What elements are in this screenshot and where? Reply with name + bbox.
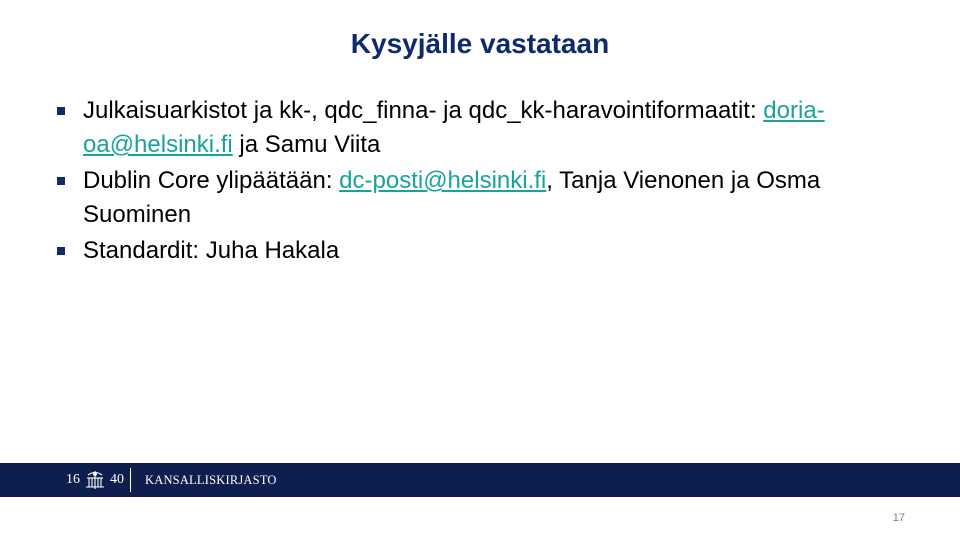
logo-name: KANSALLISKIRJASTO bbox=[145, 472, 277, 487]
bullet-text: Standardit: Juha Hakala bbox=[83, 237, 340, 264]
bullet-text: Julkaisuarkistot ja kk-, qdc_finna- ja qdc_kk-haravointiformaatit: bbox=[83, 97, 764, 124]
bullet-item bbox=[56, 164, 916, 232]
logo-year-right: 40 bbox=[110, 472, 124, 487]
bullet-item bbox=[56, 94, 916, 162]
dc-posti-email-link[interactable]: dc-posti@helsinki.fi bbox=[339, 167, 547, 194]
square-bullet-icon bbox=[57, 107, 65, 115]
logo-divider bbox=[130, 468, 131, 492]
kansalliskirjasto-logo bbox=[66, 468, 277, 492]
footer-bar bbox=[0, 463, 960, 497]
crest-icon bbox=[82, 469, 108, 491]
bullet-text: , Tanja Vienonen ja Osma Suominen bbox=[83, 167, 821, 228]
doria-email-link[interactable]: doria-oa@helsinki.fi bbox=[83, 97, 825, 158]
page-number: 17 bbox=[892, 512, 905, 524]
bullet-text: Dublin Core ylipäätään: bbox=[83, 167, 340, 194]
bullet-text: ja Samu Viita bbox=[232, 131, 381, 158]
logo-year-left: 16 bbox=[66, 472, 80, 487]
square-bullet-icon bbox=[57, 247, 65, 255]
bullet-item bbox=[56, 234, 916, 268]
bullet-list bbox=[56, 94, 916, 270]
slide-title: Kysyjälle vastataan bbox=[350, 28, 610, 59]
square-bullet-icon bbox=[57, 177, 65, 185]
